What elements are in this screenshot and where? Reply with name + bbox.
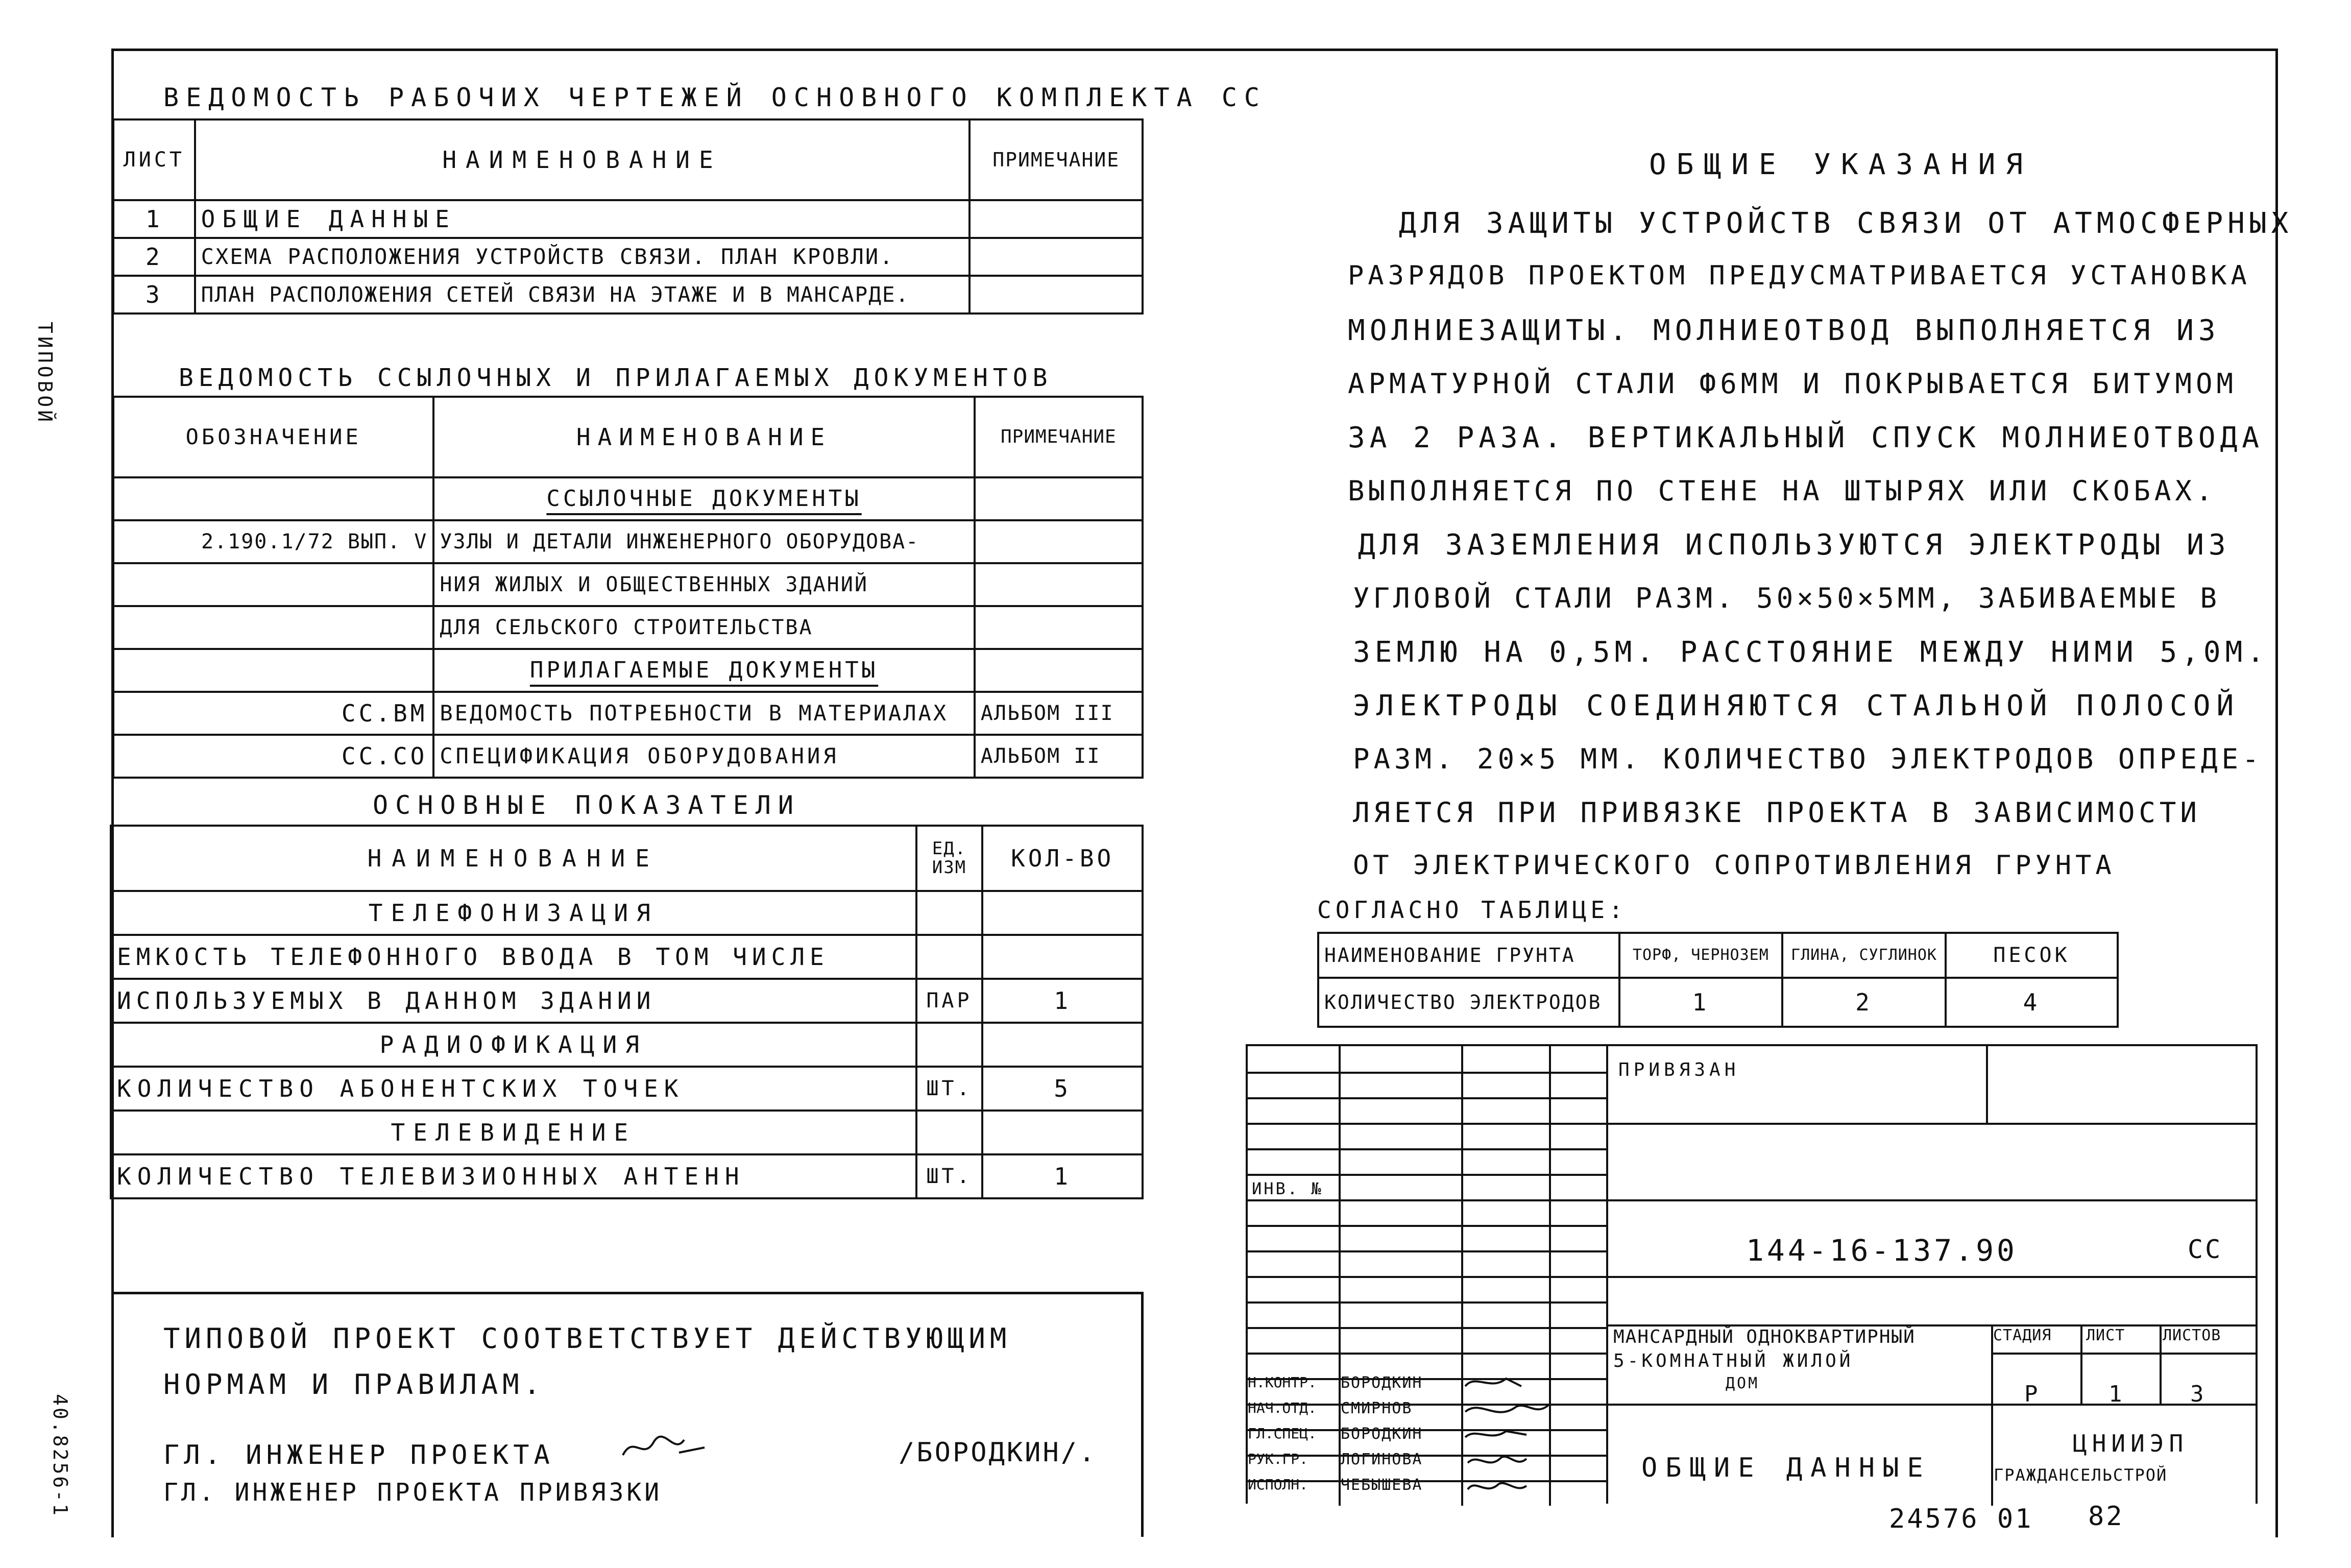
object-line: 5-КОМНАТНЫЙ ЖИЛОЙ <box>1613 1350 1854 1371</box>
document-mark: СС <box>2188 1235 2223 1264</box>
section-radio: РАДИОФИКАЦИЯ <box>111 1023 916 1067</box>
header-note: ПРИМЕЧАНИЕ <box>970 119 1143 200</box>
tv-qty: 1 <box>982 1154 1143 1198</box>
signer-role: ИСПОЛН. <box>1248 1476 1308 1493</box>
header-unit: ЕД. ИЗМ <box>916 826 983 891</box>
chief-engineer-label: ГЛ. ИНЖЕНЕР ПРОЕКТА <box>163 1440 554 1470</box>
soil-value: 4 <box>1946 978 2118 1027</box>
references-table <box>112 396 1144 779</box>
soil-header-name: НАИМЕНОВАНИЕ ГРУНТА <box>1318 933 1619 978</box>
side-label: ТИПОВОЙ <box>34 322 56 425</box>
soil-header: ПЕСОК <box>1946 933 2118 978</box>
chief-engineer-name: /БОРОДКИН/. <box>899 1437 1097 1468</box>
section-referenced: ССЫЛОЧНЫЕ ДОКУМЕНТЫ <box>433 477 974 520</box>
sheet-name: СХЕМА РАСПОЛОЖЕНИЯ УСТРОЙСТВ СВЯЗИ. ПЛАН КРОВЛИ. <box>195 238 970 276</box>
signer-name: ЛОГИНОВА <box>1341 1451 1423 1468</box>
signer-role: ГЛ.СПЕЦ. <box>1248 1425 1317 1442</box>
soil-header: ТОРФ, ЧЕРНОЗЕМ <box>1619 933 1782 978</box>
sheets-header: ЛИСТОВ <box>2163 1326 2221 1344</box>
note-line: ДЛЯ ЗАЗЕМЛЕНИЯ ИСПОЛЬЗУЮТСЯ ЭЛЕКТРОДЫ ИЗ <box>1358 528 2231 562</box>
drawings-list-title: ВЕДОМОСТЬ РАБОЧИХ ЧЕРТЕЖЕЙ ОСНОВНОГО КОМПЛЕКТА СС <box>163 83 1267 112</box>
header-name: НАИМЕНОВАНИЕ <box>195 119 970 200</box>
general-notes-title: ОБЩИЕ УКАЗАНИЯ <box>1649 148 2033 181</box>
tv-name: КОЛИЧЕСТВО ТЕЛЕВИЗИОННЫХ АНТЕНН <box>111 1154 916 1198</box>
att-note: АЛЬБОМ II <box>975 735 1143 778</box>
sheet-note <box>970 200 1143 238</box>
att-designation: СС.ВМ <box>113 692 433 735</box>
chief-engineer-signature <box>618 1425 710 1470</box>
note-line: МОЛНИЕЗАЩИТЫ. МОЛНИЕОТВОД ВЫПОЛНЯЕТСЯ ИЗ <box>1348 314 2220 347</box>
org-name: ГРАЖДАНСЕЛЬСТРОЙ <box>1994 1465 2168 1485</box>
references-title: ВЕДОМОСТЬ ССЫЛОЧНЫХ И ПРИЛАГАЕМЫХ ДОКУМЕНТОВ <box>179 364 1053 392</box>
section-phone: ТЕЛЕФОНИЗАЦИЯ <box>111 891 916 935</box>
indicators-title: ОСНОВНЫЕ ПОКАЗАТЕЛИ <box>373 790 801 820</box>
header-designation: ОБОЗНАЧЕНИЕ <box>113 397 433 477</box>
document-code: 144-16-137.90 <box>1746 1233 2018 1268</box>
signer-name: БОРОДКИН <box>1341 1374 1423 1392</box>
compliance-line: НОРМАМ И ПРАВИЛАМ. <box>163 1368 545 1401</box>
tv-unit: ШТ. <box>916 1154 983 1198</box>
soil-value: 2 <box>1782 978 1946 1027</box>
signature-marks <box>1460 1371 1562 1504</box>
soil-value: 1 <box>1619 978 1782 1027</box>
header-name: НАИМЕНОВАНИЕ <box>433 397 974 477</box>
object-line: МАНСАРДНЫЙ ОДНОКВАРТИРНЫЙ <box>1613 1326 1916 1347</box>
note-line: СОГЛАСНО ТАБЛИЦЕ: <box>1317 896 1627 924</box>
note-line: РАЗРЯДОВ ПРОЕКТОМ ПРЕДУСМАТРИВАЕТСЯ УСТАНОВКА <box>1348 260 2251 291</box>
note-line: ОТ ЭЛЕКТРИЧЕСКОГО СОПРОТИВЛЕНИЯ ГРУНТА <box>1353 850 2116 881</box>
sheet-note <box>970 276 1143 313</box>
note-line: ВЫПОЛНЯЕТСЯ ПО СТЕНЕ НА ШТЫРЯХ ИЛИ СКОБАХ. <box>1348 475 2217 507</box>
ref-name-line: НИЯ ЖИЛЫХ И ОБЩЕСТВЕННЫХ ЗДАНИЙ <box>433 563 974 606</box>
object-line: ДОМ <box>1726 1374 1760 1392</box>
soil-row-name: КОЛИЧЕСТВО ЭЛЕКТРОДОВ <box>1318 978 1619 1027</box>
phone-name-line2: ИСПОЛЬЗУЕМЫХ В ДАННОМ ЗДАНИИ <box>111 979 916 1023</box>
att-name: ВЕДОМОСТЬ ПОТРЕБНОСТИ В МАТЕРИАЛАХ <box>433 692 974 735</box>
att-name: СПЕЦИФИКАЦИЯ ОБОРУДОВАНИЯ <box>433 735 974 778</box>
note-line: АРМАТУРНОЙ СТАЛИ Ф6ММ И ПОКРЫВАЕТСЯ БИТУМОМ <box>1348 368 2237 400</box>
signer-role: РУК.ГР. <box>1248 1451 1308 1467</box>
footer-number: 24576 01 <box>1889 1504 2033 1534</box>
note-line: РАЗМ. 20×5 ММ. КОЛИЧЕСТВО ЭЛЕКТРОДОВ ОПРЕДЕ- <box>1353 743 2263 775</box>
ref-name-line: ДЛЯ СЕЛЬСКОГО СТРОИТЕЛЬСТВА <box>433 606 974 649</box>
section-tv: ТЕЛЕВИДЕНИЕ <box>111 1111 916 1154</box>
stage-value: Р <box>2024 1381 2038 1407</box>
header-qty: КОЛ-ВО <box>982 826 1143 891</box>
att-designation: СС.СО <box>113 735 433 778</box>
radio-qty: 5 <box>982 1067 1143 1111</box>
phone-qty: 1 <box>982 979 1143 1023</box>
soil-header: ГЛИНА, СУГЛИНОК <box>1782 933 1946 978</box>
radio-unit: ШТ. <box>916 1067 983 1111</box>
note-line: ЗА 2 РАЗА. ВЕРТИКАЛЬНЫЙ СПУСК МОЛНИЕОТВОДА <box>1348 421 2264 454</box>
stage-header: СТАДИЯ <box>1993 1326 2052 1344</box>
signer-name: СМИРНОВ <box>1341 1400 1413 1417</box>
indicators-table <box>110 825 1144 1199</box>
soil-table <box>1317 932 2119 1028</box>
phone-unit: ПАР <box>916 979 983 1023</box>
header-name: НАИМЕНОВАНИЕ <box>111 826 916 891</box>
note-line: ЭЛЕКТРОДЫ СОЕДИНЯЮТСЯ СТАЛЬНОЙ ПОЛОСОЙ <box>1353 689 2240 722</box>
note-line: ЛЯЕТСЯ ПРИ ПРИВЯЗКЕ ПРОЕКТА В ЗАВИСИМОСТИ <box>1353 797 2201 829</box>
signer-role: Н.КОНТР. <box>1248 1374 1317 1391</box>
sheet-name: ОБЩИЕ ДАННЫЕ <box>195 200 970 238</box>
section-attached: ПРИЛАГАЕМЫЕ ДОКУМЕНТЫ <box>433 649 974 692</box>
drawings-list-table <box>112 118 1144 315</box>
signer-role: НАЧ.ОТД. <box>1248 1400 1317 1416</box>
phone-name-line1: ЕМКОСТЬ ТЕЛЕФОННОГО ВВОДА В ТОМ ЧИСЛЕ <box>111 935 916 979</box>
doc-title: ОБЩИЕ ДАННЫЕ <box>1641 1453 1931 1483</box>
org-name: ЦНИИЭП <box>2073 1430 2189 1457</box>
header-note: ПРИМЕЧАНИЕ <box>975 397 1143 477</box>
radio-name: КОЛИЧЕСТВО АБОНЕНТСКИХ ТОЧЕК <box>111 1067 916 1111</box>
sheet-number: 1 <box>113 200 195 238</box>
margin-stamp: 40.8256-1 <box>49 1394 71 1517</box>
page-number: 82 <box>2088 1501 2124 1532</box>
signer-name: ЧЕБЫШЕВА <box>1341 1476 1423 1494</box>
sheet-name: ПЛАН РАСПОЛОЖЕНИЯ СЕТЕЙ СВЯЗИ НА ЭТАЖЕ И В МАНСАРДЕ. <box>195 276 970 313</box>
att-note: АЛЬБОМ III <box>975 692 1143 735</box>
ref-designation: 2.190.1/72 ВЫП. V <box>113 520 433 563</box>
binding-engineer-label: ГЛ. ИНЖЕНЕР ПРОЕКТА ПРИВЯЗКИ <box>163 1478 663 1507</box>
ref-name-line: УЗЛЫ И ДЕТАЛИ ИНЖЕНЕРНОГО ОБОРУДОВА- <box>433 520 974 563</box>
inventory-label: ИНВ. № <box>1252 1179 1323 1198</box>
bound-label: ПРИВЯЗАН <box>1618 1059 1740 1080</box>
note-line: УГЛОВОЙ СТАЛИ РАЗМ. 50×50×5ММ, ЗАБИВАЕМЫЕ В <box>1353 582 2220 614</box>
signer-name: БОРОДКИН <box>1341 1425 1423 1443</box>
sheet-number: 2 <box>113 238 195 276</box>
sheet-value: 1 <box>2108 1381 2122 1407</box>
note-line: ДЛЯ ЗАЩИТЫ УСТРОЙСТВ СВЯЗИ ОТ АТМОСФЕРНЫХ <box>1399 207 2293 240</box>
sheet-header: ЛИСТ <box>2086 1326 2125 1344</box>
note-line: ЗЕМЛЮ НА 0,5М. РАССТОЯНИЕ МЕЖДУ НИМИ 5,0М. <box>1353 636 2269 669</box>
compliance-line: ТИПОВОЙ ПРОЕКТ СООТВЕТСТВУЕТ ДЕЙСТВУЮЩИМ <box>163 1322 1011 1355</box>
header-sheet: ЛИСТ <box>113 119 195 200</box>
sheets-value: 3 <box>2190 1381 2204 1407</box>
sheet-number: 3 <box>113 276 195 313</box>
sheet-note <box>970 238 1143 276</box>
